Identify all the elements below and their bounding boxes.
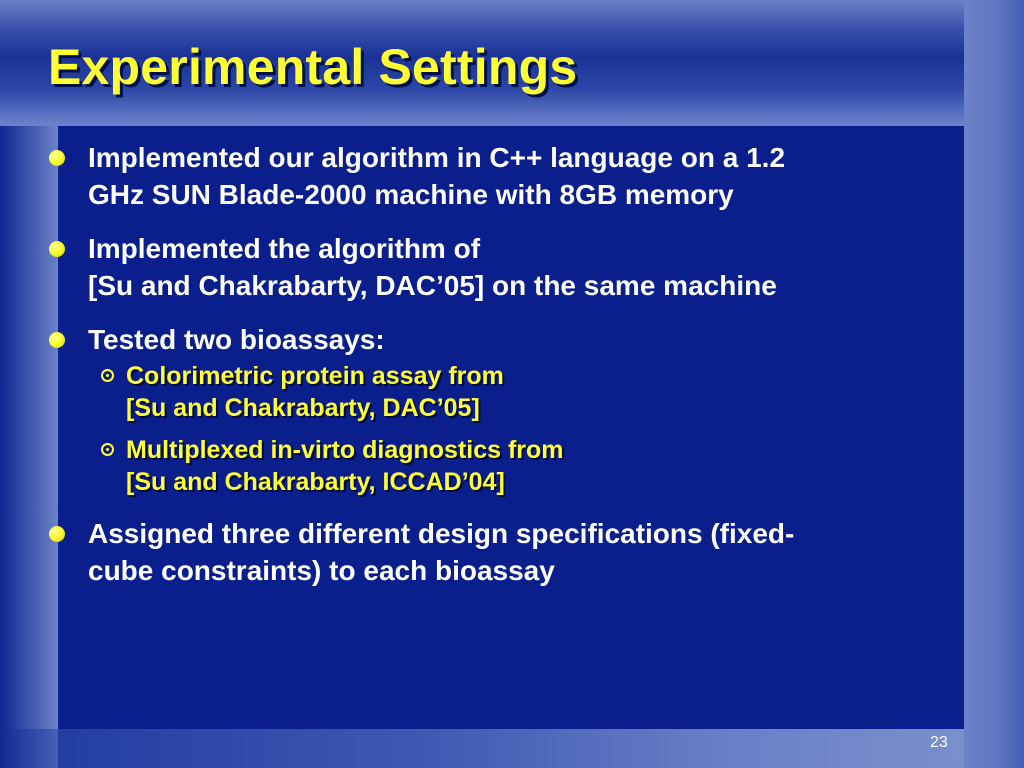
bullet-item <box>44 139 964 213</box>
bullet-item <box>44 230 964 304</box>
page-number: 23 <box>930 734 948 751</box>
sub-bullet-list <box>88 360 964 498</box>
sub-bullet-text-line: [Su and Chakrabarty, DAC’05] <box>126 394 480 422</box>
bullet-dot-icon <box>49 332 65 348</box>
sub-bullet-item <box>88 434 964 498</box>
bullet-text-line: Implemented the algorithm of <box>88 233 481 264</box>
sub-bullet-item <box>88 360 964 424</box>
bullet-text-line: Tested two bioassays: <box>88 324 385 355</box>
bullet-text-line: Assigned three different design specifications (fixed- <box>88 518 795 549</box>
bullet-item <box>44 321 964 498</box>
bullet-text-line: cube constraints) to each bioassay <box>88 555 555 586</box>
sub-bullet-text-line: Colorimetric protein assay from <box>126 362 504 390</box>
slide-title: Experimental Settings <box>48 39 578 95</box>
bullet-text-line: [Su and Chakrabarty, DAC’05] on the same machine <box>88 270 777 301</box>
bullet-text-line: GHz SUN Blade-2000 machine with 8GB memory <box>88 179 734 210</box>
bullet-list <box>44 139 964 606</box>
bottom-band <box>58 729 964 768</box>
bullet-dot-icon <box>49 150 65 166</box>
bottom-corner <box>0 729 58 768</box>
bullet-dot-icon <box>49 526 65 542</box>
bullet-dot-icon <box>49 241 65 257</box>
bullet-item <box>44 515 964 589</box>
sub-bullet-text-line: Multiplexed in-virto diagnostics from <box>126 436 564 464</box>
circled-dot-bullet-icon <box>101 369 114 382</box>
sub-bullet-text-line: [Su and Chakrabarty, ICCAD’04] <box>126 468 505 496</box>
right-band <box>964 0 1024 768</box>
circled-dot-bullet-icon <box>101 443 114 456</box>
bullet-text-line: Implemented our algorithm in C++ language on a 1.2 <box>88 142 786 173</box>
